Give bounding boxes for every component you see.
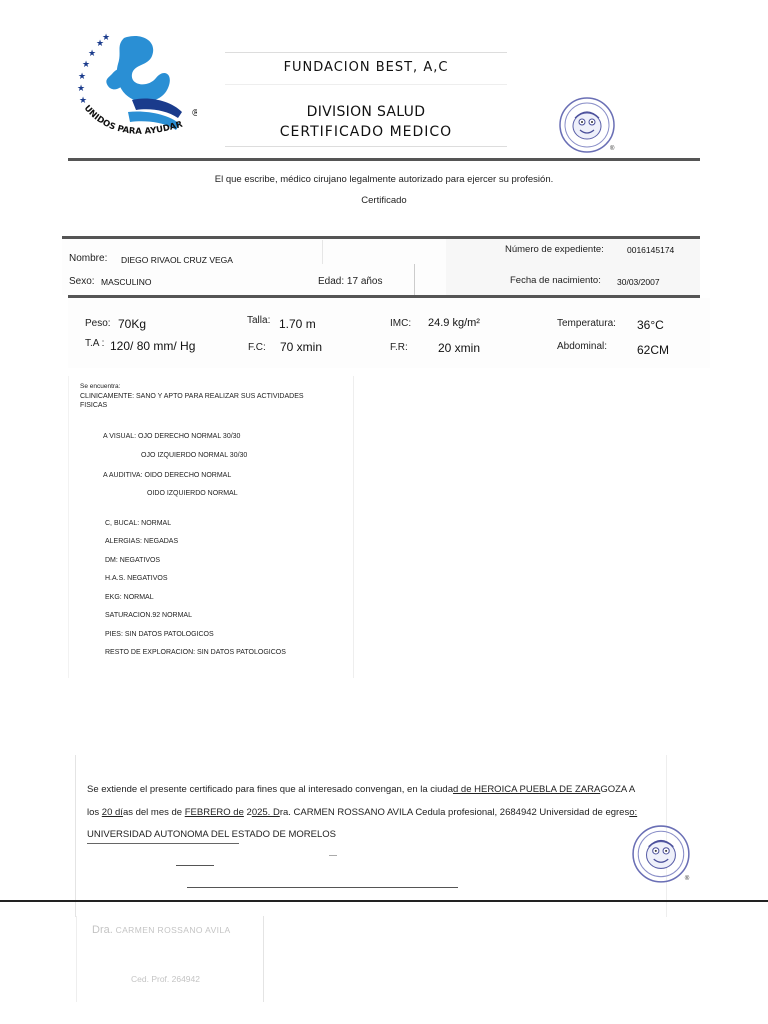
finding-item: ALERGIAS: NEGADAS bbox=[105, 538, 179, 545]
division-title: DIVISION SALUD bbox=[306, 104, 426, 120]
closing-line-1: Se extiende el presente certificado para fines que al interesado convengan, en la ciudad de HEROICA PUEBLA DE ZARAGOZA A bbox=[87, 784, 636, 795]
auditory-right: A AUDITIVA: OIDO DERECHO NORMAL bbox=[103, 472, 232, 479]
university-line: UNIVERSIDAD AUTONOMA DEL ESTADO DE MORELOS bbox=[87, 829, 336, 840]
svg-text:★: ★ bbox=[96, 38, 105, 48]
svg-text:★: ★ bbox=[79, 95, 88, 105]
imc-value: 24.9 kg/m² bbox=[428, 317, 480, 329]
patient-sex: MASCULINO bbox=[101, 277, 152, 287]
fc-label: F.C: bbox=[248, 342, 266, 353]
seal-icon bbox=[558, 96, 618, 156]
intro-text: El que escribe, médico cirujano legalmente autorizado para ejercer su profesión. bbox=[214, 174, 554, 185]
svg-text:★: ★ bbox=[82, 59, 91, 69]
finding-item: EKG: NORMAL bbox=[105, 594, 154, 601]
sex-label: Sexo: bbox=[69, 276, 95, 287]
auditory-left: OIDO IZQUIERDO NORMAL bbox=[147, 490, 238, 497]
clinical-finding: CLINICAMENTE: SANO Y APTO PARA REALIZAR SUS ACTIVIDADES FISICAS bbox=[80, 393, 304, 409]
height-label: Talla: bbox=[247, 315, 271, 326]
svg-text:®: ® bbox=[610, 146, 615, 152]
fr-value: 20 xmin bbox=[438, 341, 481, 355]
height-value: 1.70 m bbox=[279, 317, 316, 331]
patient-dob: 30/03/2007 bbox=[617, 277, 660, 287]
finding-item: RESTO DE EXPLORACION: SIN DATOS PATOLOGICOS bbox=[105, 649, 286, 656]
temperature-label: Temperatura: bbox=[557, 318, 616, 329]
finding-item: DM: NEGATIVOS bbox=[105, 557, 161, 564]
findings-heading: Se encuentra: bbox=[80, 383, 121, 390]
ta-value: 120/ 80 mm/ Hg bbox=[110, 339, 196, 353]
seal-icon bbox=[631, 824, 693, 886]
visual-left: OJO IZQUIERDO NORMAL 30/30 bbox=[141, 452, 248, 459]
abdominal-value: 62CM bbox=[637, 343, 670, 357]
finding-item: PIES: SIN DATOS PATOLOGICOS bbox=[105, 631, 214, 638]
document-title: CERTIFICADO MEDICO bbox=[279, 124, 453, 140]
finding-item: C, BUCAL: NORMAL bbox=[105, 520, 172, 527]
closing-line-2: los 20 días del mes de FEBRERO de 2025. Dra. CARMEN ROSSANO AVILA Cedula profesional, 2684942 Universidad de egreso: bbox=[87, 807, 638, 818]
svg-text:★: ★ bbox=[102, 32, 111, 42]
file-number: 0016145174 bbox=[627, 245, 675, 255]
finding-item: H.A.S. NEGATIVOS bbox=[105, 575, 168, 582]
svg-text:★: ★ bbox=[88, 48, 97, 58]
logo-icon bbox=[72, 30, 197, 150]
patient-age: Edad: 17 años bbox=[318, 276, 383, 287]
temperature-value: 36°C bbox=[637, 318, 664, 332]
ta-label: T.A : bbox=[85, 338, 105, 349]
logo-text: UNIDOS PARA AYUDAR bbox=[81, 103, 184, 137]
weight-label: Peso: bbox=[85, 318, 111, 329]
foundation-logo bbox=[72, 30, 197, 150]
svg-text:®: ® bbox=[684, 874, 690, 882]
fr-label: F.R: bbox=[390, 342, 408, 353]
medical-seal-top bbox=[558, 96, 618, 161]
svg-text:★: ★ bbox=[78, 71, 87, 81]
medical-seal-bottom bbox=[631, 824, 693, 891]
imc-label: IMC: bbox=[390, 318, 412, 329]
dob-label: Fecha de nacimiento: bbox=[510, 275, 601, 286]
signature-name: Dra. CARMEN ROSSANO AVILA bbox=[92, 924, 231, 936]
org-title: FUNDACION BEST, A,C bbox=[283, 60, 449, 75]
svg-text:®: ® bbox=[191, 108, 197, 119]
finding-item: SATURACION.92 NORMAL bbox=[105, 612, 192, 619]
patient-name: DIEGO RIVAOL CRUZ VEGA bbox=[121, 255, 233, 265]
abdominal-label: Abdominal: bbox=[557, 341, 608, 352]
weight-value: 70Kg bbox=[118, 317, 147, 331]
certificate-label: Certificado bbox=[361, 195, 407, 206]
file-number-label: Número de expediente: bbox=[505, 244, 604, 255]
svg-text:★: ★ bbox=[77, 83, 86, 93]
fc-value: 70 xmin bbox=[280, 340, 323, 354]
signature-cedula: Ced. Prof. 264942 bbox=[131, 974, 200, 984]
name-label: Nombre: bbox=[69, 253, 108, 264]
visual-right: A VISUAL: OJO DERECHO NORMAL 30/30 bbox=[103, 433, 241, 440]
